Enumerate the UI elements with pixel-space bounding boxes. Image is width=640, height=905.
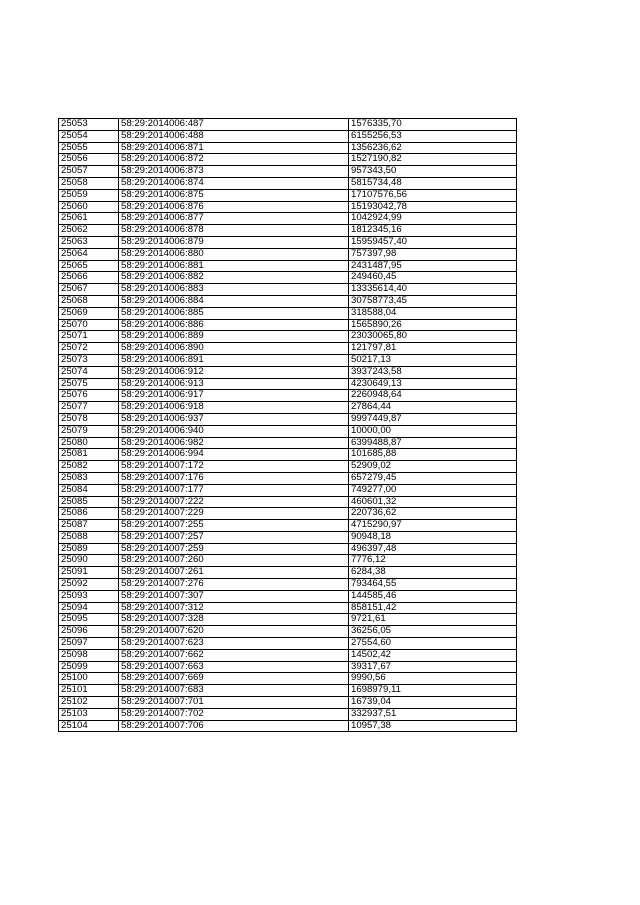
cadastral-number-cell: 58:29:2014007:172: [119, 461, 349, 473]
cadastral-number-cell: 58:29:2014007:701: [119, 697, 349, 709]
cadastral-value-cell: 144585,46: [349, 590, 517, 602]
row-number-cell: 25086: [59, 508, 119, 520]
table-row: [59, 461, 517, 473]
table-row: [59, 673, 517, 685]
row-number-cell: 25101: [59, 685, 119, 697]
cadastral-number-cell: 58:29:2014006:884: [119, 295, 349, 307]
table-row: [59, 225, 517, 237]
table-row: [59, 272, 517, 284]
table-row: [59, 543, 517, 555]
table-row: [59, 472, 517, 484]
row-number-cell: 25094: [59, 602, 119, 614]
row-number-cell: 25088: [59, 531, 119, 543]
table-row: [59, 331, 517, 343]
table-row: [59, 154, 517, 166]
cadastral-value-cell: 749277,00: [349, 484, 517, 496]
table-body: [59, 119, 517, 732]
cadastral-value-cell: 9997449,87: [349, 413, 517, 425]
cadastral-value-cell: 957343,50: [349, 166, 517, 178]
table-row: [59, 295, 517, 307]
table-row: [59, 720, 517, 732]
cadastral-value-cell: 52909,02: [349, 461, 517, 473]
row-number-cell: 25090: [59, 555, 119, 567]
cadastral-number-cell: 58:29:2014007:261: [119, 567, 349, 579]
row-number-cell: 25080: [59, 437, 119, 449]
cadastral-number-cell: 58:29:2014007:620: [119, 626, 349, 638]
cadastral-value-cell: 1576335,70: [349, 119, 517, 131]
row-number-cell: 25077: [59, 402, 119, 414]
cadastral-number-cell: 58:29:2014006:890: [119, 343, 349, 355]
row-number-cell: 25103: [59, 708, 119, 720]
cadastral-number-cell: 58:29:2014006:876: [119, 201, 349, 213]
row-number-cell: 25098: [59, 649, 119, 661]
table-row: [59, 638, 517, 650]
row-number-cell: 25087: [59, 520, 119, 532]
cadastral-value-table: [58, 118, 517, 732]
row-number-cell: 25078: [59, 413, 119, 425]
table-row: [59, 413, 517, 425]
table-row: [59, 319, 517, 331]
cadastral-number-cell: 58:29:2014007:312: [119, 602, 349, 614]
cadastral-number-cell: 58:29:2014006:875: [119, 189, 349, 201]
cadastral-value-cell: 27864,44: [349, 402, 517, 414]
table-row: [59, 402, 517, 414]
table-row: [59, 236, 517, 248]
row-number-cell: 25089: [59, 543, 119, 555]
table-row: [59, 685, 517, 697]
row-number-cell: 25084: [59, 484, 119, 496]
cadastral-number-cell: 58:29:2014007:177: [119, 484, 349, 496]
row-number-cell: 25100: [59, 673, 119, 685]
cadastral-value-cell: 858151,42: [349, 602, 517, 614]
table-row: [59, 590, 517, 602]
cadastral-value-cell: 2431487,95: [349, 260, 517, 272]
cadastral-number-cell: 58:29:2014006:889: [119, 331, 349, 343]
cadastral-number-cell: 58:29:2014007:706: [119, 720, 349, 732]
table-row: [59, 508, 517, 520]
row-number-cell: 25102: [59, 697, 119, 709]
table-row: [59, 626, 517, 638]
row-number-cell: 25061: [59, 213, 119, 225]
table-row: [59, 201, 517, 213]
cadastral-number-cell: 58:29:2014006:940: [119, 425, 349, 437]
cadastral-value-cell: 90948,18: [349, 531, 517, 543]
cadastral-number-cell: 58:29:2014006:982: [119, 437, 349, 449]
cadastral-value-cell: 1527190,82: [349, 154, 517, 166]
row-number-cell: 25070: [59, 319, 119, 331]
cadastral-number-cell: 58:29:2014007:276: [119, 579, 349, 591]
table-row: [59, 343, 517, 355]
cadastral-number-cell: 58:29:2014006:891: [119, 354, 349, 366]
row-number-cell: 25082: [59, 461, 119, 473]
cadastral-value-cell: 4230649,13: [349, 378, 517, 390]
cadastral-value-cell: 3937243,58: [349, 366, 517, 378]
table-row: [59, 378, 517, 390]
table-row: [59, 579, 517, 591]
table-row: [59, 142, 517, 154]
cadastral-value-cell: 27554,60: [349, 638, 517, 650]
cadastral-value-cell: 13335614,40: [349, 284, 517, 296]
table-row: [59, 661, 517, 673]
cadastral-value-cell: 1698979,11: [349, 685, 517, 697]
table-row: [59, 307, 517, 319]
row-number-cell: 25067: [59, 284, 119, 296]
row-number-cell: 25072: [59, 343, 119, 355]
cadastral-number-cell: 58:29:2014006:877: [119, 213, 349, 225]
row-number-cell: 25104: [59, 720, 119, 732]
cadastral-value-cell: 1042924,99: [349, 213, 517, 225]
row-number-cell: 25075: [59, 378, 119, 390]
cadastral-value-cell: 10957,38: [349, 720, 517, 732]
table-row: [59, 425, 517, 437]
cadastral-value-cell: 9721,61: [349, 614, 517, 626]
row-number-cell: 25085: [59, 496, 119, 508]
cadastral-value-cell: 39317,67: [349, 661, 517, 673]
cadastral-value-cell: 17107576,56: [349, 189, 517, 201]
cadastral-number-cell: 58:29:2014006:882: [119, 272, 349, 284]
row-number-cell: 25063: [59, 236, 119, 248]
row-number-cell: 25074: [59, 366, 119, 378]
cadastral-number-cell: 58:29:2014007:683: [119, 685, 349, 697]
row-number-cell: 25096: [59, 626, 119, 638]
row-number-cell: 25062: [59, 225, 119, 237]
cadastral-number-cell: 58:29:2014007:663: [119, 661, 349, 673]
table-row: [59, 602, 517, 614]
cadastral-number-cell: 58:29:2014006:881: [119, 260, 349, 272]
table-row: [59, 531, 517, 543]
cadastral-value-cell: 657279,45: [349, 472, 517, 484]
cadastral-number-cell: 58:29:2014007:229: [119, 508, 349, 520]
row-number-cell: 25071: [59, 331, 119, 343]
row-number-cell: 25064: [59, 248, 119, 260]
row-number-cell: 25057: [59, 166, 119, 178]
row-number-cell: 25060: [59, 201, 119, 213]
row-number-cell: 25069: [59, 307, 119, 319]
cadastral-number-cell: 58:29:2014006:912: [119, 366, 349, 378]
cadastral-value-cell: 4715290,97: [349, 520, 517, 532]
table-row: [59, 260, 517, 272]
cadastral-value-cell: 14502,42: [349, 649, 517, 661]
table-row: [59, 708, 517, 720]
table-row: [59, 213, 517, 225]
cadastral-value-cell: 16739,04: [349, 697, 517, 709]
cadastral-value-cell: 30758773,45: [349, 295, 517, 307]
row-number-cell: 25076: [59, 390, 119, 402]
cadastral-number-cell: 58:29:2014006:885: [119, 307, 349, 319]
table-row: [59, 437, 517, 449]
table-row: [59, 189, 517, 201]
cadastral-number-cell: 58:29:2014007:255: [119, 520, 349, 532]
cadastral-number-cell: 58:29:2014007:307: [119, 590, 349, 602]
table-row: [59, 449, 517, 461]
cadastral-value-cell: 9990,56: [349, 673, 517, 685]
cadastral-value-cell: 15193042,78: [349, 201, 517, 213]
row-number-cell: 25093: [59, 590, 119, 602]
cadastral-number-cell: 58:29:2014006:994: [119, 449, 349, 461]
cadastral-value-cell: 6399488,87: [349, 437, 517, 449]
table-row: [59, 390, 517, 402]
cadastral-number-cell: 58:29:2014006:871: [119, 142, 349, 154]
cadastral-number-cell: 58:29:2014007:669: [119, 673, 349, 685]
cadastral-number-cell: 58:29:2014006:488: [119, 130, 349, 142]
cadastral-value-cell: 793464,55: [349, 579, 517, 591]
cadastral-number-cell: 58:29:2014006:872: [119, 154, 349, 166]
table-row: [59, 555, 517, 567]
table-row: [59, 366, 517, 378]
cadastral-number-cell: 58:29:2014007:662: [119, 649, 349, 661]
cadastral-value-cell: 6155256,53: [349, 130, 517, 142]
row-number-cell: 25083: [59, 472, 119, 484]
cadastral-number-cell: 58:29:2014006:873: [119, 166, 349, 178]
cadastral-number-cell: 58:29:2014006:883: [119, 284, 349, 296]
cadastral-value-cell: 318588,04: [349, 307, 517, 319]
cadastral-value-cell: 757397,98: [349, 248, 517, 260]
cadastral-value-cell: 121797,81: [349, 343, 517, 355]
table-row: [59, 284, 517, 296]
cadastral-number-cell: 58:29:2014007:222: [119, 496, 349, 508]
cadastral-value-cell: 50217,13: [349, 354, 517, 366]
cadastral-value-cell: 460601,32: [349, 496, 517, 508]
cadastral-value-cell: 15959457,40: [349, 236, 517, 248]
cadastral-value-cell: 1812345,16: [349, 225, 517, 237]
cadastral-value-cell: 7776,12: [349, 555, 517, 567]
table-row: [59, 697, 517, 709]
cadastral-number-cell: 58:29:2014006:918: [119, 402, 349, 414]
row-number-cell: 25058: [59, 177, 119, 189]
row-number-cell: 25054: [59, 130, 119, 142]
row-number-cell: 25055: [59, 142, 119, 154]
table-row: [59, 614, 517, 626]
table-row: [59, 520, 517, 532]
table-row: [59, 177, 517, 189]
row-number-cell: 25059: [59, 189, 119, 201]
row-number-cell: 25092: [59, 579, 119, 591]
cadastral-value-cell: 249460,45: [349, 272, 517, 284]
cadastral-value-cell: 101685,88: [349, 449, 517, 461]
cadastral-value-cell: 5815734,48: [349, 177, 517, 189]
cadastral-number-cell: 58:29:2014007:623: [119, 638, 349, 650]
cadastral-value-cell: 10000,00: [349, 425, 517, 437]
cadastral-number-cell: 58:29:2014007:260: [119, 555, 349, 567]
row-number-cell: 25099: [59, 661, 119, 673]
cadastral-value-cell: 1565890,26: [349, 319, 517, 331]
table-row: [59, 130, 517, 142]
row-number-cell: 25097: [59, 638, 119, 650]
table-row: [59, 166, 517, 178]
row-number-cell: 25056: [59, 154, 119, 166]
row-number-cell: 25053: [59, 119, 119, 131]
cadastral-value-cell: 23030065,80: [349, 331, 517, 343]
row-number-cell: 25095: [59, 614, 119, 626]
table-row: [59, 484, 517, 496]
table-row: [59, 649, 517, 661]
cadastral-number-cell: 58:29:2014007:176: [119, 472, 349, 484]
table-row: [59, 354, 517, 366]
cadastral-number-cell: 58:29:2014007:259: [119, 543, 349, 555]
cadastral-number-cell: 58:29:2014007:702: [119, 708, 349, 720]
table-row: [59, 248, 517, 260]
row-number-cell: 25091: [59, 567, 119, 579]
cadastral-value-cell: 36256,05: [349, 626, 517, 638]
cadastral-number-cell: 58:29:2014006:937: [119, 413, 349, 425]
table-row: [59, 567, 517, 579]
cadastral-value-cell: 1356236,62: [349, 142, 517, 154]
cadastral-value-cell: 220736,62: [349, 508, 517, 520]
row-number-cell: 25081: [59, 449, 119, 461]
cadastral-value-cell: 496397,48: [349, 543, 517, 555]
row-number-cell: 25073: [59, 354, 119, 366]
cadastral-number-cell: 58:29:2014006:874: [119, 177, 349, 189]
cadastral-number-cell: 58:29:2014006:878: [119, 225, 349, 237]
row-number-cell: 25065: [59, 260, 119, 272]
cadastral-number-cell: 58:29:2014007:257: [119, 531, 349, 543]
cadastral-number-cell: 58:29:2014007:328: [119, 614, 349, 626]
row-number-cell: 25068: [59, 295, 119, 307]
row-number-cell: 25079: [59, 425, 119, 437]
cadastral-number-cell: 58:29:2014006:917: [119, 390, 349, 402]
row-number-cell: 25066: [59, 272, 119, 284]
cadastral-value-cell: 6284,38: [349, 567, 517, 579]
table-row: [59, 496, 517, 508]
cadastral-number-cell: 58:29:2014006:879: [119, 236, 349, 248]
cadastral-number-cell: 58:29:2014006:886: [119, 319, 349, 331]
cadastral-value-cell: 2260948,64: [349, 390, 517, 402]
cadastral-number-cell: 58:29:2014006:487: [119, 119, 349, 131]
cadastral-number-cell: 58:29:2014006:913: [119, 378, 349, 390]
cadastral-value-cell: 332937,51: [349, 708, 517, 720]
table-row: [59, 119, 517, 131]
cadastral-number-cell: 58:29:2014006:880: [119, 248, 349, 260]
